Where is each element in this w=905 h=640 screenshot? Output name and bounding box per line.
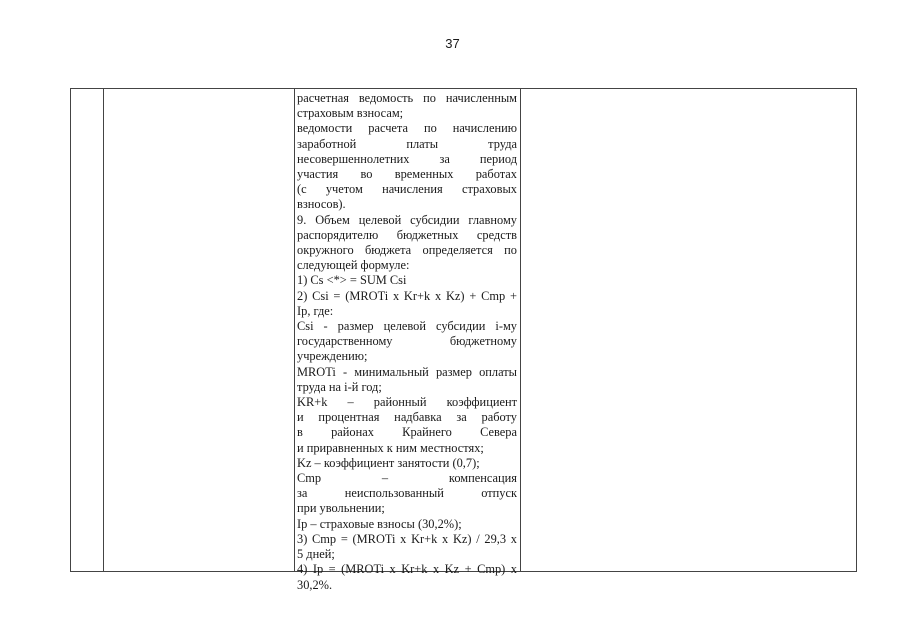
text-line: взносов). (297, 197, 346, 212)
text-line: и приравненных к ним местностях; (297, 440, 484, 455)
text-line: 9. Объем целевой субсидии главному (297, 212, 517, 227)
text-line: несовершеннолетних за период (297, 151, 517, 166)
text-line: 5 дней; (297, 547, 335, 562)
text-line: ведомости расчета по начислению (297, 121, 517, 136)
document-table (70, 88, 857, 592)
text-line: следующей формуле: (297, 258, 410, 273)
text-line: расчетная ведомость по начисленным (297, 91, 517, 105)
text-line: Ip – страховые взносы (30,2%); (297, 516, 462, 531)
text-line: Kz – коэффициент занятости (0,7); (297, 455, 480, 470)
column-divider-1 (103, 89, 104, 571)
text-line: Ip, где: (297, 303, 334, 318)
text-line: распорядителю бюджетных средств (297, 227, 517, 242)
text-line: страховым взносам; (297, 106, 404, 121)
text-line: 30,2%. (297, 577, 333, 592)
text-line: и процентная надбавка за работу (297, 410, 517, 425)
text-line: MROTi - минимальный размер оплаты (297, 364, 517, 379)
text-line: 4) Ip = (MROTi x Kr+k x Kz + Cmp) x (297, 562, 517, 577)
text-line: в районах Крайнего Севера (297, 425, 517, 440)
text-line: 2) Csi = (MROTi x Kr+k x Kz) + Cmp + (297, 288, 517, 303)
table-cell-text (297, 91, 517, 593)
text-line: Cmp – компенсация (297, 471, 517, 486)
page-number: 37 (445, 36, 460, 51)
text-line: окружного бюджета определяется по (297, 243, 517, 258)
text-line: (с учетом начисления страховых (297, 182, 517, 197)
text-line: заработной платы труда (297, 136, 517, 151)
column-divider-2 (294, 89, 295, 571)
text-line: государственному бюджетному (297, 334, 517, 349)
text-line: труда на i-й год; (297, 379, 382, 394)
text-line: за неиспользованный отпуск (297, 486, 517, 501)
text-line: Csi - размер целевой субсидии i-му (297, 319, 517, 334)
text-line: KR+k – районный коэффициент (297, 395, 517, 410)
text-line: при увольнении; (297, 501, 385, 516)
text-line: учреждению; (297, 349, 368, 364)
text-line: 1) Cs <*> = SUM Csi (297, 273, 407, 288)
column-divider-3 (520, 89, 521, 571)
text-line: 3) Cmp = (MROTi x Kr+k x Kz) / 29,3 x (297, 531, 517, 546)
text-line: участия во временных работах (297, 167, 517, 182)
